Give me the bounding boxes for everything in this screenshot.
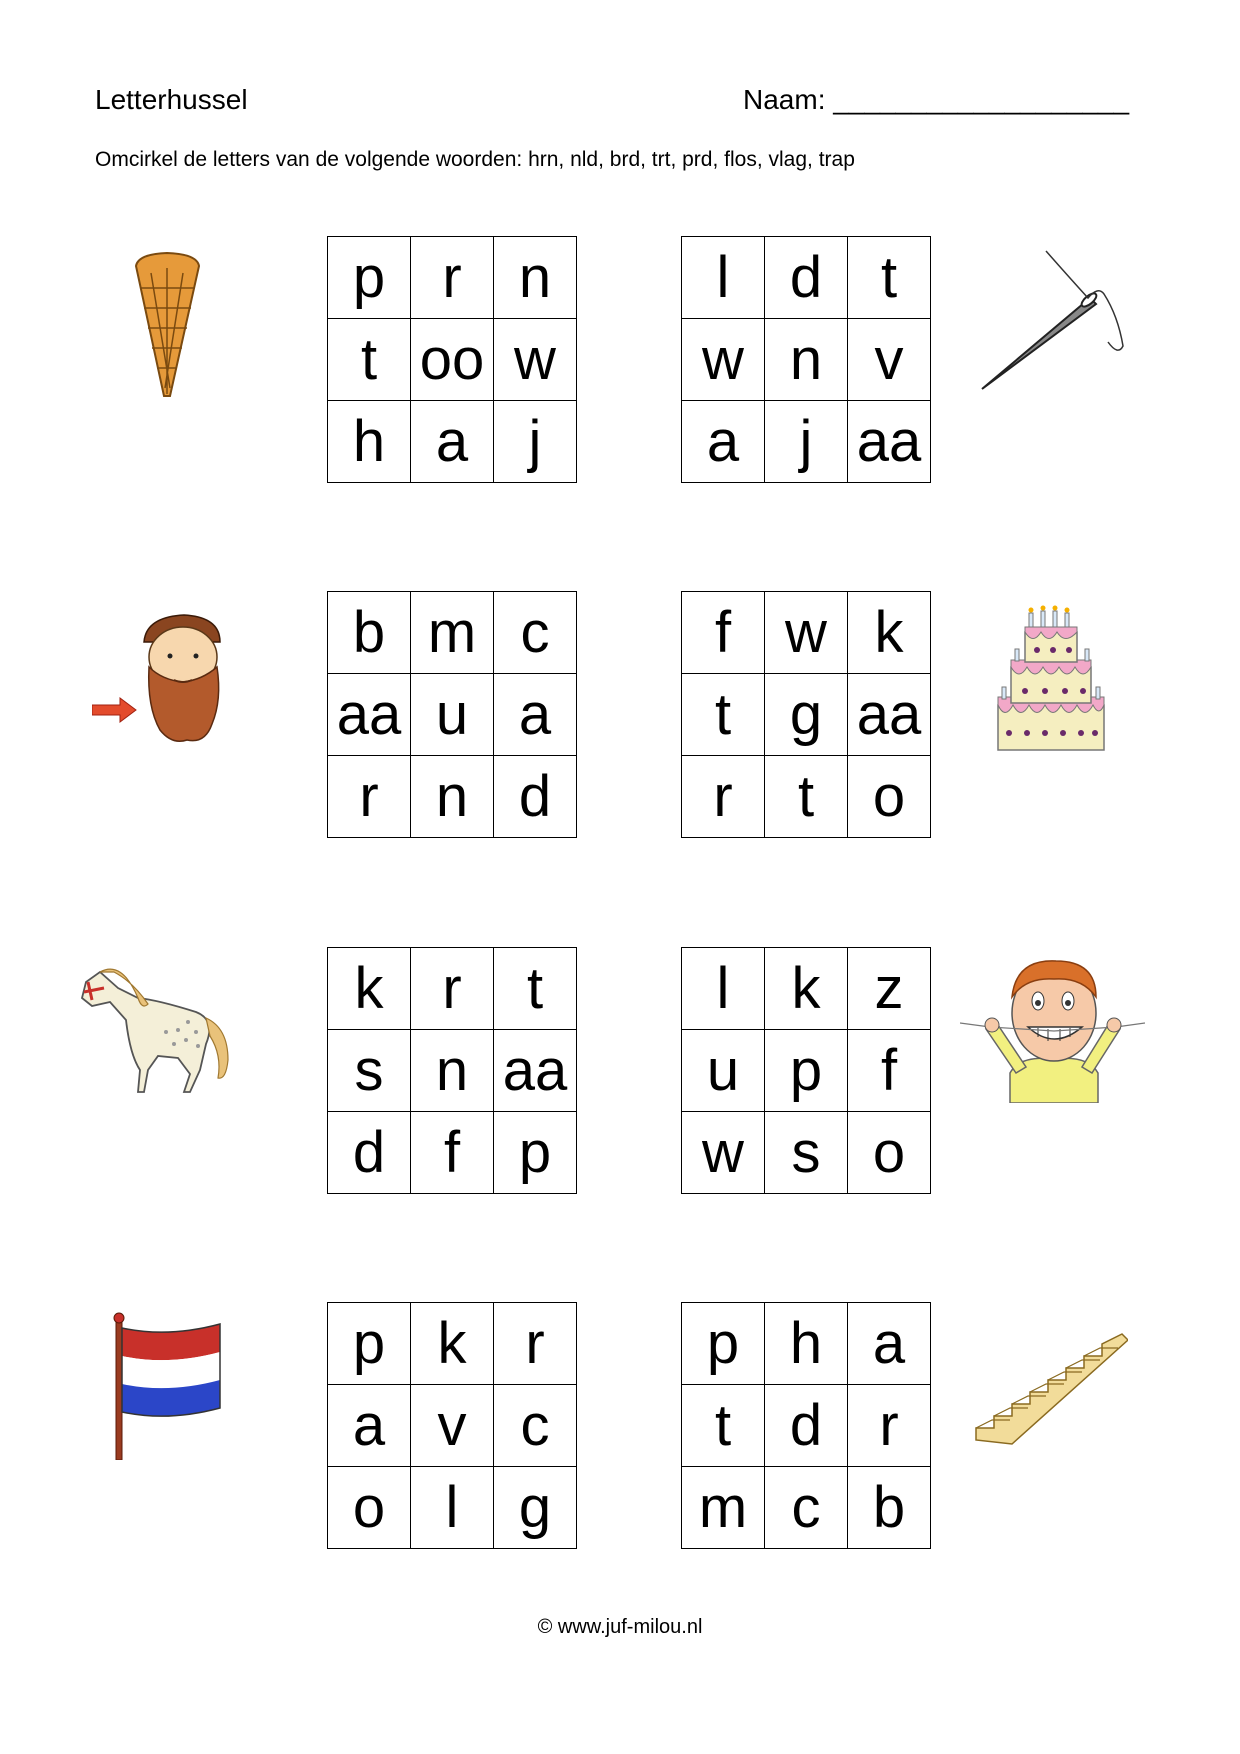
letter-cell[interactable]: r xyxy=(848,1385,931,1467)
needle-icon xyxy=(978,246,1128,396)
letter-cell[interactable]: a xyxy=(848,1303,931,1385)
letter-cell[interactable]: k xyxy=(848,592,931,674)
instruction-text: Omcirkel de letters van de volgende woorden: hrn, nld, brd, trt, prd, flos, vlag, trap xyxy=(95,148,855,171)
dutch-flag-icon xyxy=(108,1310,226,1460)
bearded-man-icon xyxy=(92,612,232,747)
copyright-footer: © www.juf-milou.nl xyxy=(537,1616,703,1638)
letter-cell[interactable]: r xyxy=(494,1303,577,1385)
letter-cell[interactable]: aa xyxy=(848,674,931,756)
letter-cell[interactable]: z xyxy=(848,948,931,1030)
letter-cell[interactable]: r xyxy=(411,948,494,1030)
letter-cell[interactable]: oo xyxy=(411,319,494,401)
letter-cell[interactable]: p xyxy=(328,1303,411,1385)
letter-cell[interactable]: p xyxy=(682,1303,765,1385)
letter-grid-4-right xyxy=(681,1302,931,1549)
horse-icon xyxy=(78,960,243,1100)
letter-grid-1-right xyxy=(681,236,931,483)
letter-cell[interactable]: h xyxy=(328,401,411,483)
letter-cell[interactable]: t xyxy=(682,1385,765,1467)
letter-cell[interactable]: aa xyxy=(328,674,411,756)
letter-cell[interactable]: c xyxy=(494,592,577,674)
letter-cell[interactable]: o xyxy=(848,1112,931,1194)
letter-cell[interactable]: aa xyxy=(848,401,931,483)
letter-cell[interactable]: d xyxy=(494,756,577,838)
letter-cell[interactable]: m xyxy=(682,1467,765,1549)
letter-cell[interactable]: l xyxy=(682,948,765,1030)
letter-cell[interactable]: p xyxy=(494,1112,577,1194)
letter-cell[interactable]: r xyxy=(328,756,411,838)
letter-cell[interactable]: n xyxy=(494,237,577,319)
letter-cell[interactable]: o xyxy=(328,1467,411,1549)
letter-cell[interactable]: s xyxy=(765,1112,848,1194)
letter-cell[interactable]: u xyxy=(411,674,494,756)
letter-cell[interactable]: n xyxy=(411,756,494,838)
letter-cell[interactable]: f xyxy=(411,1112,494,1194)
letter-cell[interactable]: a xyxy=(682,401,765,483)
letter-cell[interactable]: t xyxy=(682,674,765,756)
letter-cell[interactable]: u xyxy=(682,1030,765,1112)
letter-cell[interactable]: j xyxy=(494,401,577,483)
letter-cell[interactable]: o xyxy=(848,756,931,838)
name-field[interactable]: Naam: ___________________ xyxy=(743,84,1130,115)
staircase-icon xyxy=(972,1328,1128,1446)
letter-cell[interactable]: d xyxy=(765,237,848,319)
letter-cell[interactable]: m xyxy=(411,592,494,674)
letter-cell[interactable]: t xyxy=(494,948,577,1030)
letter-cell[interactable]: f xyxy=(682,592,765,674)
letter-cell[interactable]: v xyxy=(411,1385,494,1467)
letter-cell[interactable]: p xyxy=(328,237,411,319)
letter-cell[interactable]: c xyxy=(494,1385,577,1467)
letter-cell[interactable]: t xyxy=(848,237,931,319)
worksheet-title: Letterhussel xyxy=(95,84,248,115)
letter-cell[interactable]: r xyxy=(682,756,765,838)
letter-cell[interactable]: t xyxy=(765,756,848,838)
letter-cell[interactable]: p xyxy=(765,1030,848,1112)
letter-grid-3-right xyxy=(681,947,931,1194)
letter-cell[interactable]: w xyxy=(682,319,765,401)
boy-flossing-icon xyxy=(960,955,1145,1103)
letter-cell[interactable]: a xyxy=(328,1385,411,1467)
letter-cell[interactable]: a xyxy=(411,401,494,483)
ice-cream-cone-icon xyxy=(130,248,205,398)
letter-grid-2-right xyxy=(681,591,931,838)
letter-grid-1-left xyxy=(327,236,577,483)
letter-cell[interactable]: h xyxy=(765,1303,848,1385)
letter-cell[interactable]: b xyxy=(848,1467,931,1549)
letter-cell[interactable]: n xyxy=(411,1030,494,1112)
letter-grid-4-left xyxy=(327,1302,577,1549)
letter-cell[interactable]: w xyxy=(494,319,577,401)
letter-cell[interactable]: aa xyxy=(494,1030,577,1112)
letter-cell[interactable]: l xyxy=(682,237,765,319)
letter-cell[interactable]: n xyxy=(765,319,848,401)
letter-cell[interactable]: b xyxy=(328,592,411,674)
letter-cell[interactable]: k xyxy=(765,948,848,1030)
letter-grid-3-left xyxy=(327,947,577,1194)
letter-cell[interactable]: w xyxy=(765,592,848,674)
letter-cell[interactable]: s xyxy=(328,1030,411,1112)
birthday-cake-icon xyxy=(995,605,1107,753)
letter-cell[interactable]: k xyxy=(411,1303,494,1385)
letter-cell[interactable]: d xyxy=(328,1112,411,1194)
letter-cell[interactable]: l xyxy=(411,1467,494,1549)
letter-cell[interactable]: t xyxy=(328,319,411,401)
letter-cell[interactable]: g xyxy=(494,1467,577,1549)
letter-cell[interactable]: r xyxy=(411,237,494,319)
letter-cell[interactable]: c xyxy=(765,1467,848,1549)
letter-cell[interactable]: f xyxy=(848,1030,931,1112)
letter-cell[interactable]: w xyxy=(682,1112,765,1194)
letter-cell[interactable]: v xyxy=(848,319,931,401)
letter-cell[interactable]: d xyxy=(765,1385,848,1467)
letter-cell[interactable]: a xyxy=(494,674,577,756)
letter-cell[interactable]: k xyxy=(328,948,411,1030)
letter-grid-2-left xyxy=(327,591,577,838)
letter-cell[interactable]: j xyxy=(765,401,848,483)
letter-cell[interactable]: g xyxy=(765,674,848,756)
